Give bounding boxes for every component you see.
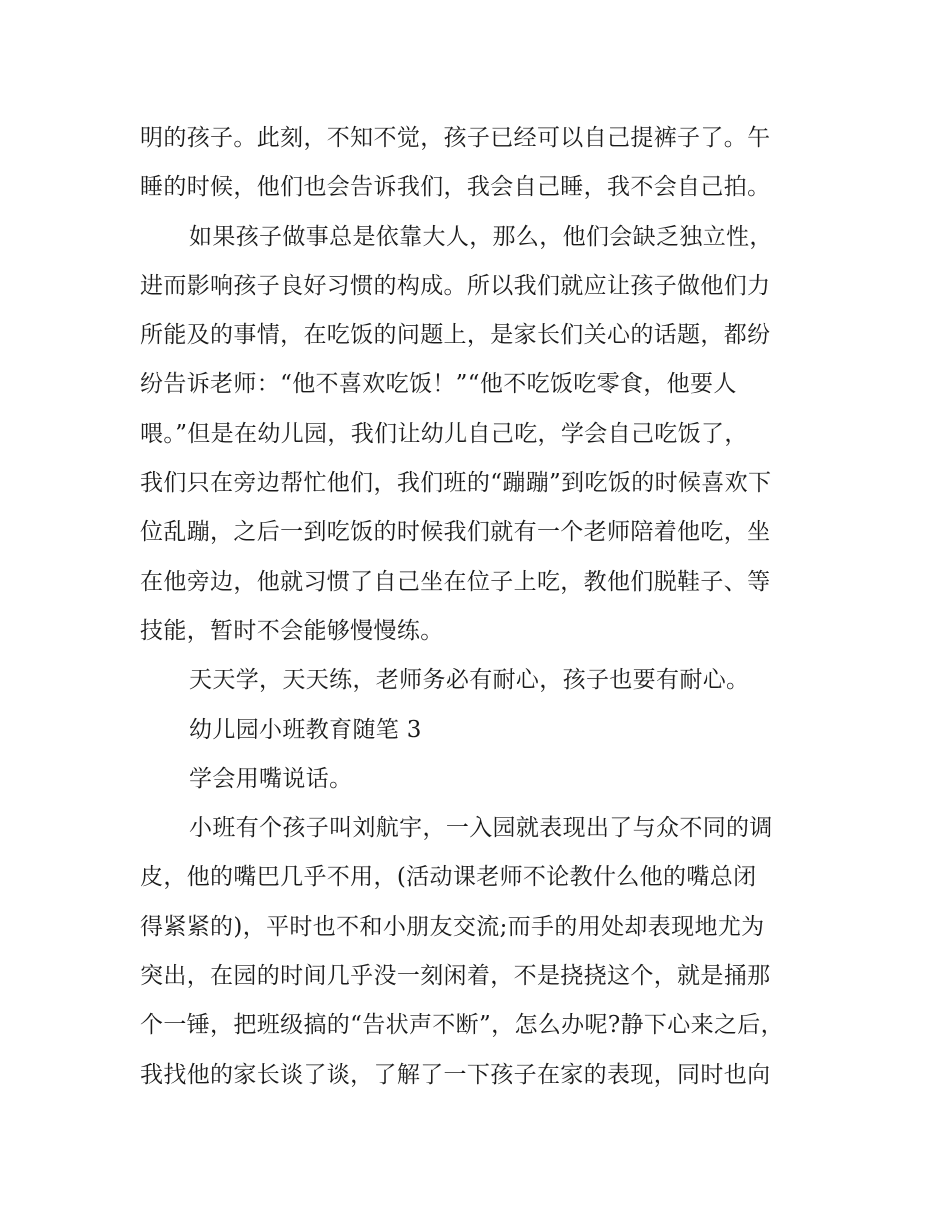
text-line: 学会用嘴说话。 (189, 765, 353, 792)
text-line: 睡的时候，他们也会告诉我们，我会自己睡，我不会自己拍。 (140, 174, 771, 201)
text-line: 个一锤，把班级搞的“告状声不断”，怎么办呢?静下心来之后， (140, 1012, 784, 1039)
text-line: 明的孩子。此刻，不知不觉，孩子已经可以自己提裤子了。午 (140, 125, 771, 151)
text-line: 得紧紧的)，平时也不和小朋友交流;而手的用处却表现地尤为 (140, 913, 765, 940)
section-heading: 幼儿园小班教育随笔 3 (189, 716, 422, 743)
text-line: 位乱蹦，之后一到吃饭的时候我们就有一个老师陪着他吃，坐 (140, 519, 771, 546)
text-line: 皮，他的嘴巴几乎不用，(活动课老师不论教什么他的嘴总闭 (140, 864, 757, 891)
text-line: 天天学，天天练，老师务必有耐心，孩子也要有耐心。 (189, 667, 750, 694)
text-line: 小班有个孩子叫刘航宇，一入园就表现出了与众不同的调 (189, 815, 773, 842)
text-line: 突出，在园的时间几乎没一刻闲着，不是挠挠这个，就是捅那 (140, 963, 771, 990)
text-line: 我找他的家长谈了谈，了解了一下孩子在家的表现，同时也向 (140, 1061, 771, 1088)
document-text-body (140, 114, 840, 1100)
text-line: 我们只在旁边帮忙他们，我们班的“蹦蹦”到吃饭的时候喜欢下 (140, 470, 772, 497)
text-line: 在他旁边，他就习惯了自己坐在位子上吃，教他们脱鞋子、等 (140, 568, 771, 595)
text-line: 技能，暂时不会能够慢慢练。 (140, 617, 444, 644)
text-line: 喂。”但是在幼儿园，我们让幼儿自己吃，学会自己吃饭了， (140, 420, 748, 447)
text-line: 进而影响孩子良好习惯的构成。所以我们就应让孩子做他们力 (140, 272, 771, 299)
text-line: 纷告诉老师：“他不喜欢吃饭！”“他不吃饭吃零食，他要人 (140, 371, 737, 398)
text-line: 所能及的事情，在吃饭的问题上，是家长们关心的话题，都纷 (140, 322, 771, 349)
text-line: 如果孩子做事总是依靠大人，那么，他们会缺乏独立性， (189, 223, 773, 250)
